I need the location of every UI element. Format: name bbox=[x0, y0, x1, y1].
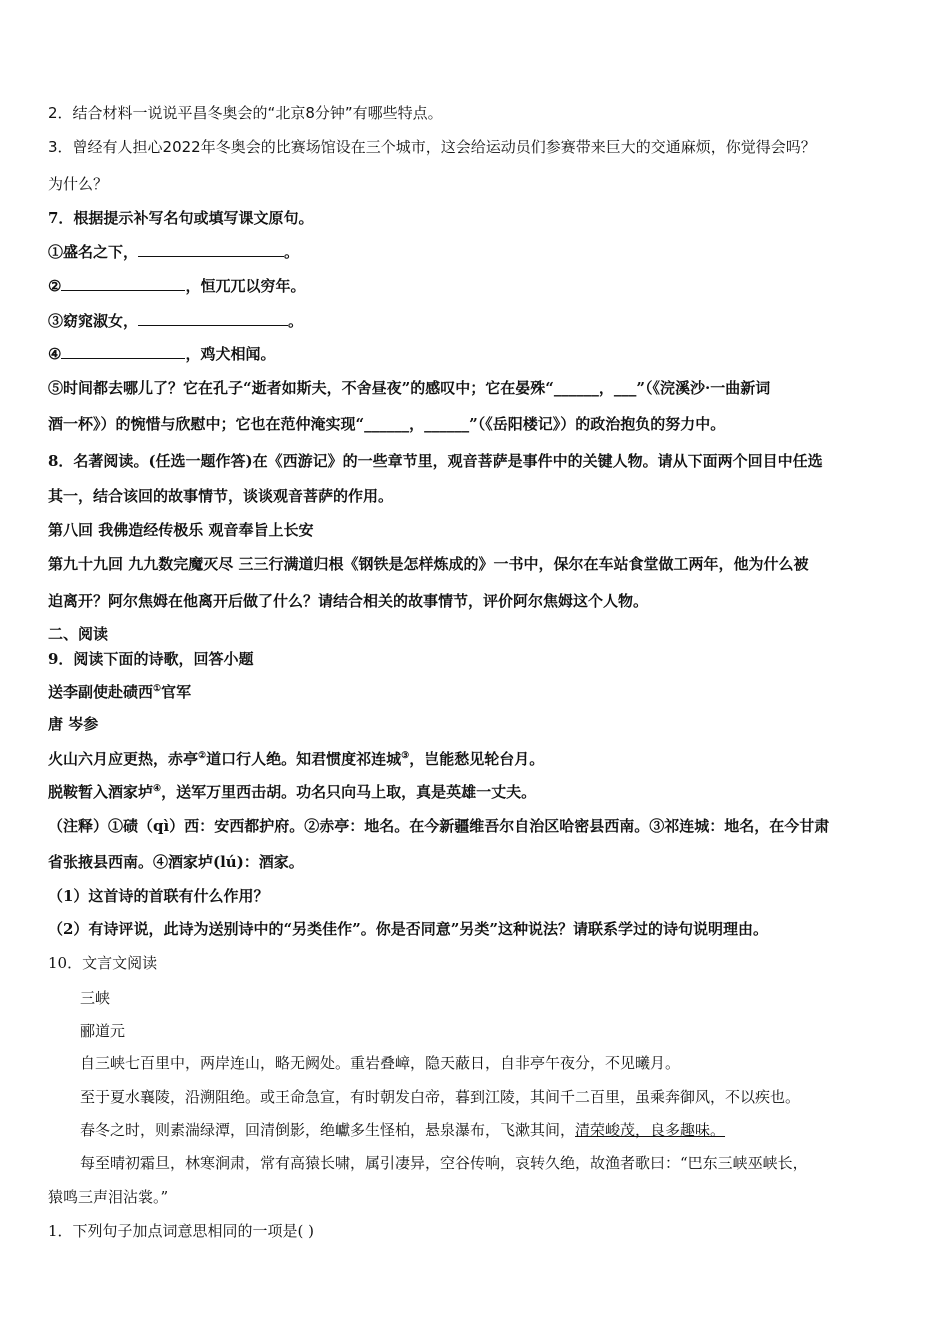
answer-blank[interactable] bbox=[138, 311, 288, 326]
item-1-prefix: ①盛名之下， bbox=[48, 243, 139, 261]
question-3-line-2: 为什么？ bbox=[48, 175, 109, 193]
text-author: 郦道元 bbox=[80, 1022, 126, 1040]
item-2-suffix: ，恒兀兀以穷年。 bbox=[185, 277, 306, 295]
question-7-item-5-line-2: 酒一杯》）的惋惜与欣慰中；它也在范仲淹实现“______，______”（《岳阳楼记》）的政治抱负的努力中。 bbox=[48, 415, 726, 433]
question-10-sub-1: 1．下列句子加点词意思相同的一项是( ) bbox=[48, 1222, 315, 1240]
underlined-phrase: 清荣峻茂，良多趣味。 bbox=[575, 1121, 726, 1139]
question-8-chapter-8: 第八回 我佛造经传极乐 观音奉旨上长安 bbox=[48, 521, 314, 539]
text-paragraph-2: 至于夏水襄陵，沿溯阻绝。或王命急宣，有时朝发白帝，暮到江陵，其间千二百里，虽乘奔御风，不以疾也。 bbox=[80, 1088, 801, 1106]
question-7-item-5-line-1: ⑤时间都去哪儿了？它在孔子“逝者如斯夫，不舍昼夜”的感叹中；它在晏殊“______，___”（《浣溪沙·一曲新词 bbox=[48, 379, 771, 397]
poem-line-2: 脱鞍暂入酒家垆④，送军万里西击胡。功名只向马上取，真是英雄一丈夫。 bbox=[48, 783, 537, 801]
question-7-item-1 bbox=[48, 242, 910, 262]
question-2: 2．结合材料一说说平昌冬奥会的“北京8分钟”有哪些特点。 bbox=[48, 104, 443, 122]
question-3-line-1: 3．曾经有人担心2022年冬奥会的比赛场馆设在三个城市，这会给运动员们参赛带来巨大的交通麻烦，你觉得会吗？ bbox=[48, 138, 816, 156]
text-paragraph-1: 自三峡七百里中，两岸连山，略无阙处。重岩叠嶂，隐天蔽日，自非亭午夜分，不见曦月。 bbox=[80, 1054, 681, 1072]
text-title: 三峡 bbox=[80, 989, 111, 1007]
question-10-title: 10．文言文阅读 bbox=[48, 954, 158, 972]
item-1-suffix: 。 bbox=[284, 243, 300, 261]
question-7-item-2 bbox=[48, 276, 910, 296]
poem-notes-line-2: 省张掖县西南。④酒家垆(lú)：酒家。 bbox=[48, 853, 304, 871]
item-3-suffix: 。 bbox=[288, 312, 304, 330]
poem-title: 送李副使赴碛西①官军 bbox=[48, 683, 192, 701]
answer-blank[interactable] bbox=[61, 276, 185, 291]
item-2-prefix: ② bbox=[48, 277, 62, 295]
question-7-item-3 bbox=[48, 311, 910, 331]
answer-blank[interactable] bbox=[61, 344, 185, 359]
item-4-suffix: ，鸡犬相闻。 bbox=[185, 345, 276, 363]
item-4-prefix: ④ bbox=[48, 345, 62, 363]
poem-notes-line-1: （注释）①碛（qì）西：安西都护府。②赤亭：地名。在今新疆维吾尔自治区哈密县西南。③祁连城：地名，在今甘肃 bbox=[48, 817, 830, 835]
question-9-sub-2: （2）有诗评说，此诗为送别诗中的“另类佳作”。你是否同意”另类”这种说法？请联系学过的诗句说明理由。 bbox=[48, 920, 768, 938]
question-7-item-4 bbox=[48, 344, 910, 364]
item-3-prefix: ③窈窕淑女， bbox=[48, 312, 139, 330]
poem-line-1: 火山六月应更热，赤亭②道口行人绝。知君惯度祁连城③，岂能愁见轮台月。 bbox=[48, 750, 545, 768]
question-7-title: 7．根据提示补写名句或填写课文原句。 bbox=[48, 209, 314, 227]
poem-author: 唐 岑参 bbox=[48, 715, 99, 733]
text-paragraph-3: 春冬之时，则素湍绿潭，回清倒影，绝巘多生怪柏，悬泉瀑布，飞漱其间，清荣峻茂，良多趣味。 bbox=[80, 1121, 726, 1139]
question-8-line-5: 迫离开？阿尔焦姆在他离开后做了什么？请结合相关的故事情节，评价阿尔焦姆这个人物。 bbox=[48, 592, 649, 610]
question-8-chapter-99: 第九十九回 九九数完魔灭尽 三三行满道归根《钢铁是怎样炼成的》一书中，保尔在车站食堂做工两年，他为什么被 bbox=[48, 555, 809, 573]
text-paragraph-4-line-1: 每至晴初霜旦，林寒涧肃，常有高猿长啸，属引凄异，空谷传响，哀转久绝，故渔者歌曰：“巴东三峡巫峡长， bbox=[80, 1154, 808, 1172]
answer-blank[interactable] bbox=[138, 242, 284, 257]
question-8-line-2: 其一，结合该回的故事情节，谈谈观音菩萨的作用。 bbox=[48, 487, 394, 505]
section-heading-reading: 二、阅读 bbox=[48, 625, 109, 643]
question-9-sub-1: （1）这首诗的首联有什么作用？ bbox=[48, 887, 269, 905]
question-9-title: 9．阅读下面的诗歌，回答小题 bbox=[48, 650, 254, 668]
question-8-line-1: 8．名著阅读。(任选一题作答)在《西游记》的一些章节里，观音菩萨是事件中的关键人物。请从下面两个回目中任选 bbox=[48, 452, 823, 470]
text-paragraph-4-line-2: 猿鸣三声泪沾裳。” bbox=[48, 1188, 169, 1206]
